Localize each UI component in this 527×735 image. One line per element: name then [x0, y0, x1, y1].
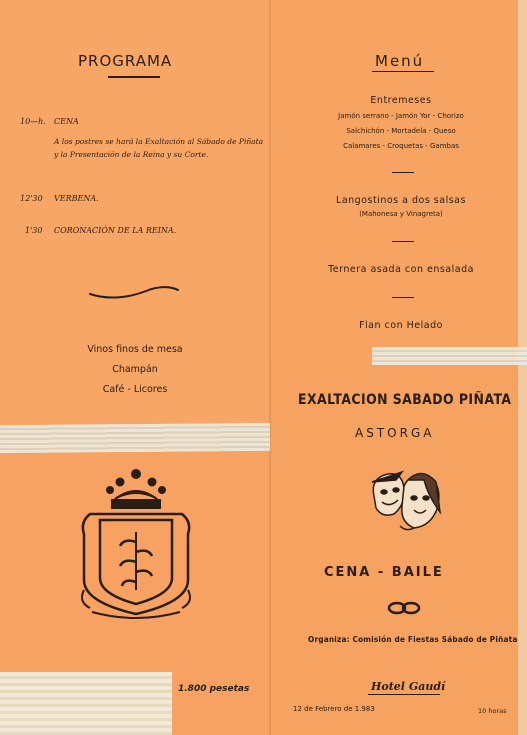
course-line: Jamón serrano - Jamón Yor - Chorizo [338, 112, 464, 120]
program-description: A los postres se hará la Exaltación al Sábado de Piñata y la Presentación de la Reina y su Corte. [54, 137, 264, 159]
course-heading: Flan con Helado [359, 320, 443, 331]
tape-strip [0, 672, 172, 735]
event-title: EXALTACION SABADO PIÑATA [298, 392, 512, 408]
swash-ornament-icon [88, 282, 180, 302]
course-heading: Entremeses [370, 95, 432, 106]
chain-link-icon [386, 601, 422, 615]
course-heading: Ternera asada con ensalada [328, 264, 474, 275]
wine-line: Vinos finos de mesa [87, 344, 183, 355]
programa-title: PROGRAMA [78, 52, 173, 70]
crown-crest-icon [76, 462, 196, 627]
course-divider [392, 297, 414, 298]
hotel-underline [368, 694, 440, 695]
price-label: 1.800 pesetas [178, 684, 250, 694]
paper-edge [518, 0, 527, 735]
wine-line: Champán [112, 364, 158, 375]
program-event: CORONACIÓN DE LA REINA. [54, 226, 177, 235]
course-divider [392, 241, 414, 242]
event-date: 12 de Febrero de 1.983 [293, 705, 375, 713]
tape-strip [372, 347, 527, 365]
course-heading: Langostinos a dos salsas [336, 195, 466, 206]
course-line: Salchichón - Mortadela - Queso [346, 127, 456, 135]
fold-line [269, 0, 271, 735]
hotel-name: Hotel Gaudí [371, 680, 446, 693]
menu-title: Menú [375, 52, 425, 70]
title-divider [108, 76, 160, 78]
tape-strip [0, 423, 270, 453]
city-label: ASTORGA [355, 426, 435, 440]
course-line: Calamares - Croquetas - Gambas [343, 142, 459, 150]
program-event: CENA [54, 117, 79, 126]
wine-line: Café - Licores [102, 384, 168, 395]
title-underline [372, 71, 434, 72]
cena-baile-subtitle: CENA - BAILE [324, 565, 444, 580]
organizer-line: Organiza: Comisión de Fiestas Sábado de Piñata [308, 635, 518, 644]
course-divider [392, 172, 414, 173]
program-time: 12'30 [20, 194, 43, 203]
carnival-masks-icon [368, 466, 444, 532]
event-time: 10 horas [478, 707, 507, 715]
program-time: 10—h. [20, 117, 46, 126]
course-line: (Mahonesa y Vinagreta) [359, 210, 443, 218]
program-time: 1'30 [25, 226, 43, 235]
program-event: VERBENA. [54, 194, 99, 203]
